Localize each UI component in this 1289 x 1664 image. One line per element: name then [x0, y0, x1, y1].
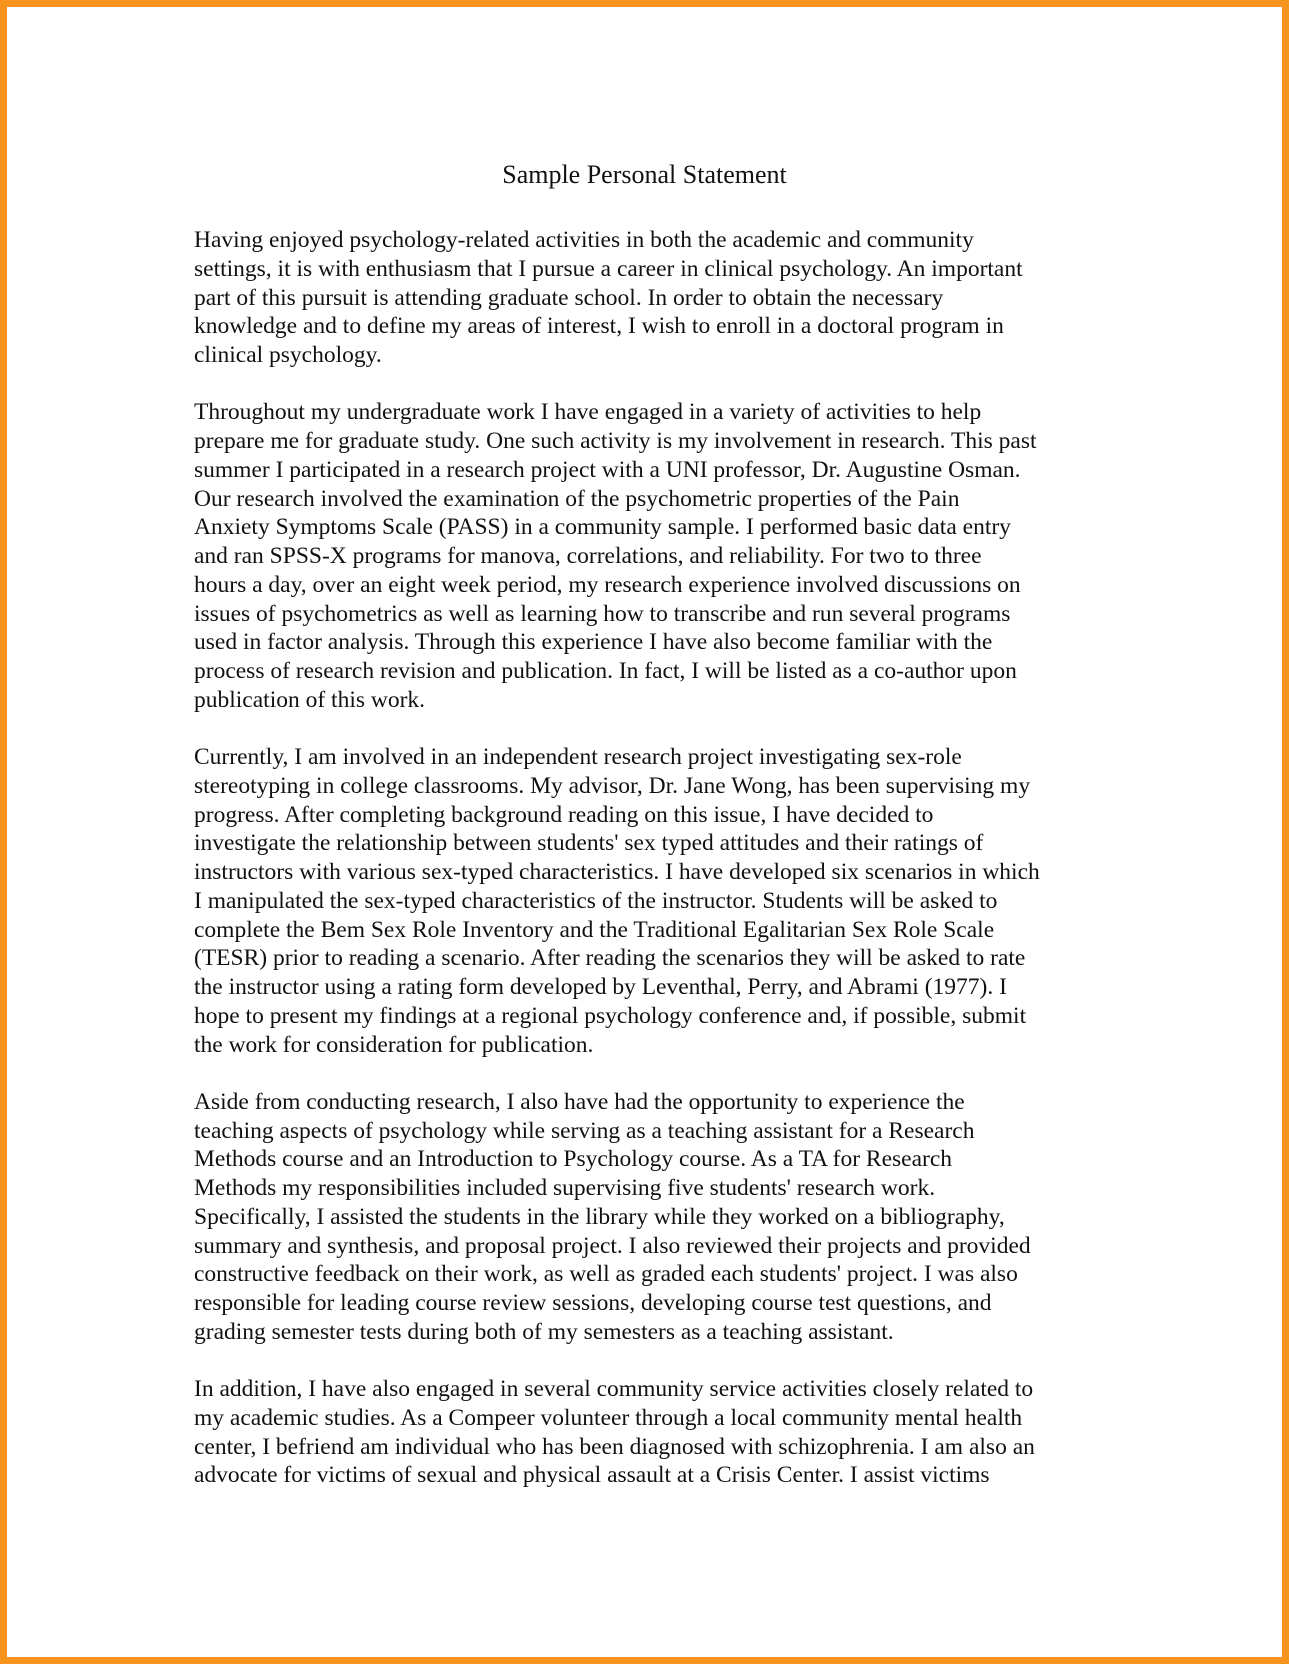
text-line: the work for consideration for publication. — [194, 1031, 594, 1058]
text-line: summer I participated in a research project with a UNI professor, Dr. Augustine Osman. — [194, 456, 1021, 483]
text-line: issues of psychometrics as well as learning how to transcribe and run several programs — [194, 600, 1011, 627]
text-line: advocate for victims of sexual and physical assault at a Crisis Center. I assist victims — [194, 1462, 990, 1489]
paragraph — [194, 1375, 1234, 1490]
text-line: Our research involved the examination of the psychometric properties of the Pain — [194, 485, 960, 512]
text-line: In addition, I have also engaged in several community service activities closely related to — [194, 1376, 1034, 1402]
text-line: investigate the relationship between students' sex typed attitudes and their ratings of — [194, 830, 984, 857]
text-line: hours a day, over an eight week period, my research experience involved discussions on — [194, 571, 1021, 598]
text-line: settings, it is with enthusiasm that I pursue a career in clinical psychology. An important — [194, 255, 1023, 282]
text-line: Aside from conducting research, I also have had the opportunity to experience the — [194, 1088, 965, 1115]
text-line: progress. After completing background reading on this issue, I have decided to — [194, 801, 934, 828]
text-line: I manipulated the sex-typed characteristics of the instructor. Students will be asked to — [194, 887, 998, 914]
text-line: clinical psychology. — [194, 342, 382, 368]
paragraph — [194, 1088, 1234, 1347]
text-line: Currently, I am involved in an independent research project investigating sex-role — [194, 744, 962, 770]
text-line: center, I befriend am individual who has been diagnosed with schizophrenia. I am also an — [194, 1433, 1035, 1460]
text-line: stereotyping in college classrooms. My advisor, Dr. Jane Wong, has been supervising my — [194, 772, 1031, 799]
document-body — [194, 226, 1234, 1519]
text-line: Specifically, I assisted the students in the library while they worked on a bibliography, — [194, 1203, 1005, 1230]
text-line: responsible for leading course review sessions, developing course test questions, and — [194, 1290, 992, 1316]
text-line: hope to present my findings at a regional psychology conference and, if possible, submit — [194, 1002, 1027, 1029]
text-line: Having enjoyed psychology-related activities in both the academic and community — [194, 227, 974, 253]
text-line: grading semester tests during both of my semesters as a teaching assistant. — [194, 1318, 894, 1345]
paragraph — [194, 226, 1234, 370]
text-line: used in factor analysis. Through this experience I have also become familiar with the — [194, 629, 993, 656]
text-line: teaching aspects of psychology while serving as a teaching assistant for a Research — [194, 1117, 975, 1144]
text-line: my academic studies. As a Compeer volunteer through a local community mental health — [194, 1404, 1023, 1431]
text-line: (TESR) prior to reading a scenario. After reading the scenarios they will be asked to rate — [194, 945, 1026, 972]
text-line: Anxiety Symptoms Scale (PASS) in a community sample. I performed basic data entry — [194, 514, 1011, 541]
text-line: knowledge and to define my areas of interest, I wish to enroll in a doctoral program in — [194, 313, 1004, 340]
paragraph — [194, 743, 1234, 1059]
text-line: Methods course and an Introduction to Psychology course. As a TA for Research — [194, 1146, 953, 1173]
text-line: prepare me for graduate study. One such activity is my involvement in research. This past — [194, 428, 1037, 454]
text-line: instructors with various sex-typed characteristics. I have developed six scenarios in which — [194, 859, 1040, 885]
text-line: the instructor using a rating form developed by Leventhal, Perry, and Abrami (1977). I — [194, 974, 1007, 1000]
text-line: Throughout my undergraduate work I have engaged in a variety of activities to help — [194, 399, 982, 426]
text-line: complete the Bem Sex Role Inventory and the Traditional Egalitarian Sex Role Scale — [194, 916, 995, 943]
paragraph — [194, 398, 1234, 714]
text-line: constructive feedback on their work, as well as graded each students' project. I was also — [194, 1261, 1018, 1288]
text-line: Methods my responsibilities included supervising five students' research work. — [194, 1175, 936, 1201]
text-line: part of this pursuit is attending graduate school. In order to obtain the necessary — [194, 284, 944, 311]
text-line: publication of this work. — [194, 686, 426, 713]
text-line: and ran SPSS-X programs for manova, correlations, and reliability. For two to three — [194, 543, 982, 569]
text-line: summary and synthesis, and proposal project. I also reviewed their projects and provided — [194, 1232, 1031, 1259]
document-title: Sample Personal Statement — [502, 160, 787, 189]
text-line: process of research revision and publication. In fact, I will be listed as a co-author upon — [194, 658, 1017, 684]
